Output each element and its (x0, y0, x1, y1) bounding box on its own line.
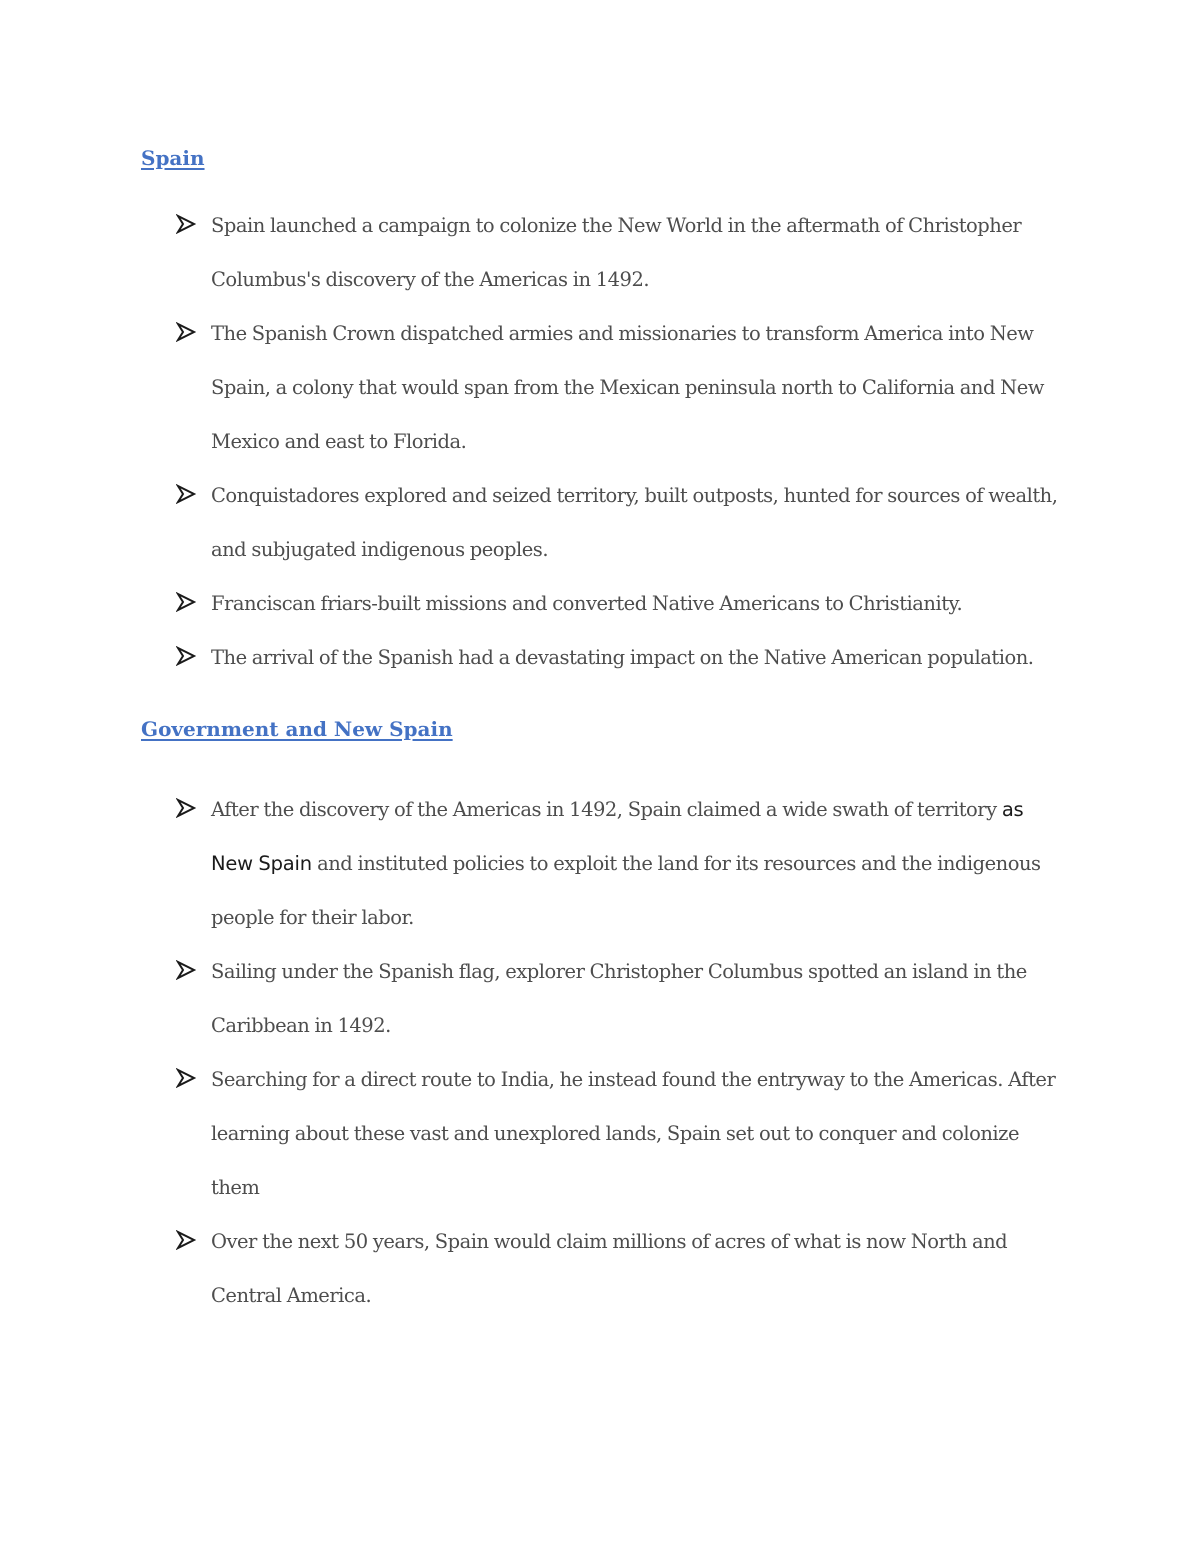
arrowhead-bullet-icon (176, 960, 196, 980)
new-spain-term: as New Spain (211, 798, 1024, 875)
list-item (0, 631, 1061, 685)
list-item-text: The arrival of the Spanish had a devastating impact on the Native American population. (211, 646, 1034, 669)
list-item (0, 577, 1061, 631)
text-run: and instituted policies to exploit the land for its resources and the indigenous people for their labor. (211, 852, 1041, 929)
list-item-text: Conquistadores explored and seized territory, built outposts, hunted for sources of wealth, and subjugated indigenous peoples. (211, 484, 1058, 561)
list-item (0, 1215, 1061, 1323)
spain-bullet-list (0, 199, 1061, 685)
list-item-text (211, 798, 1041, 929)
list-item-text: Sailing under the Spanish flag, explorer Christopher Columbus spotted an island in the Caribbean in 1492. (211, 960, 1027, 1037)
list-item (0, 469, 1061, 577)
list-item (0, 307, 1061, 469)
arrowhead-bullet-icon (176, 214, 196, 234)
list-item (0, 1053, 1061, 1215)
list-item-text: Franciscan friars-built missions and converted Native Americans to Christianity. (211, 592, 963, 615)
list-item (0, 945, 1061, 1053)
arrowhead-bullet-icon (176, 646, 196, 666)
list-item (0, 199, 1061, 307)
arrowhead-bullet-icon (176, 322, 196, 342)
text-run: After the discovery of the Americas in 1492, Spain claimed a wide swath of territory (211, 798, 1002, 821)
arrowhead-bullet-icon (176, 1068, 196, 1088)
arrowhead-bullet-icon (176, 484, 196, 504)
list-item (0, 783, 1061, 945)
list-item-text: Spain launched a campaign to colonize the New World in the aftermath of Christopher Columbus's discovery of the Americas in 1492. (211, 214, 1022, 291)
arrowhead-bullet-icon (176, 798, 196, 818)
list-item-text: Searching for a direct route to India, he instead found the entryway to the Americas. After learning about these vast and unexplored lands, Spain set out to conquer and colonize them (211, 1068, 1056, 1199)
government-bullet-list (0, 783, 1061, 1323)
spain-heading-link[interactable]: Spain (141, 146, 205, 170)
arrowhead-bullet-icon (176, 592, 196, 612)
arrowhead-bullet-icon (176, 1230, 196, 1250)
government-heading-link[interactable]: Government and New Spain (141, 717, 453, 741)
list-item-text: Over the next 50 years, Spain would claim millions of acres of what is now North and Central America. (211, 1230, 1008, 1307)
list-item-text: The Spanish Crown dispatched armies and missionaries to transform America into New Spain, a colony that would span from the Mexican peninsula north to California and New Mexico and east to Florida. (211, 322, 1044, 453)
